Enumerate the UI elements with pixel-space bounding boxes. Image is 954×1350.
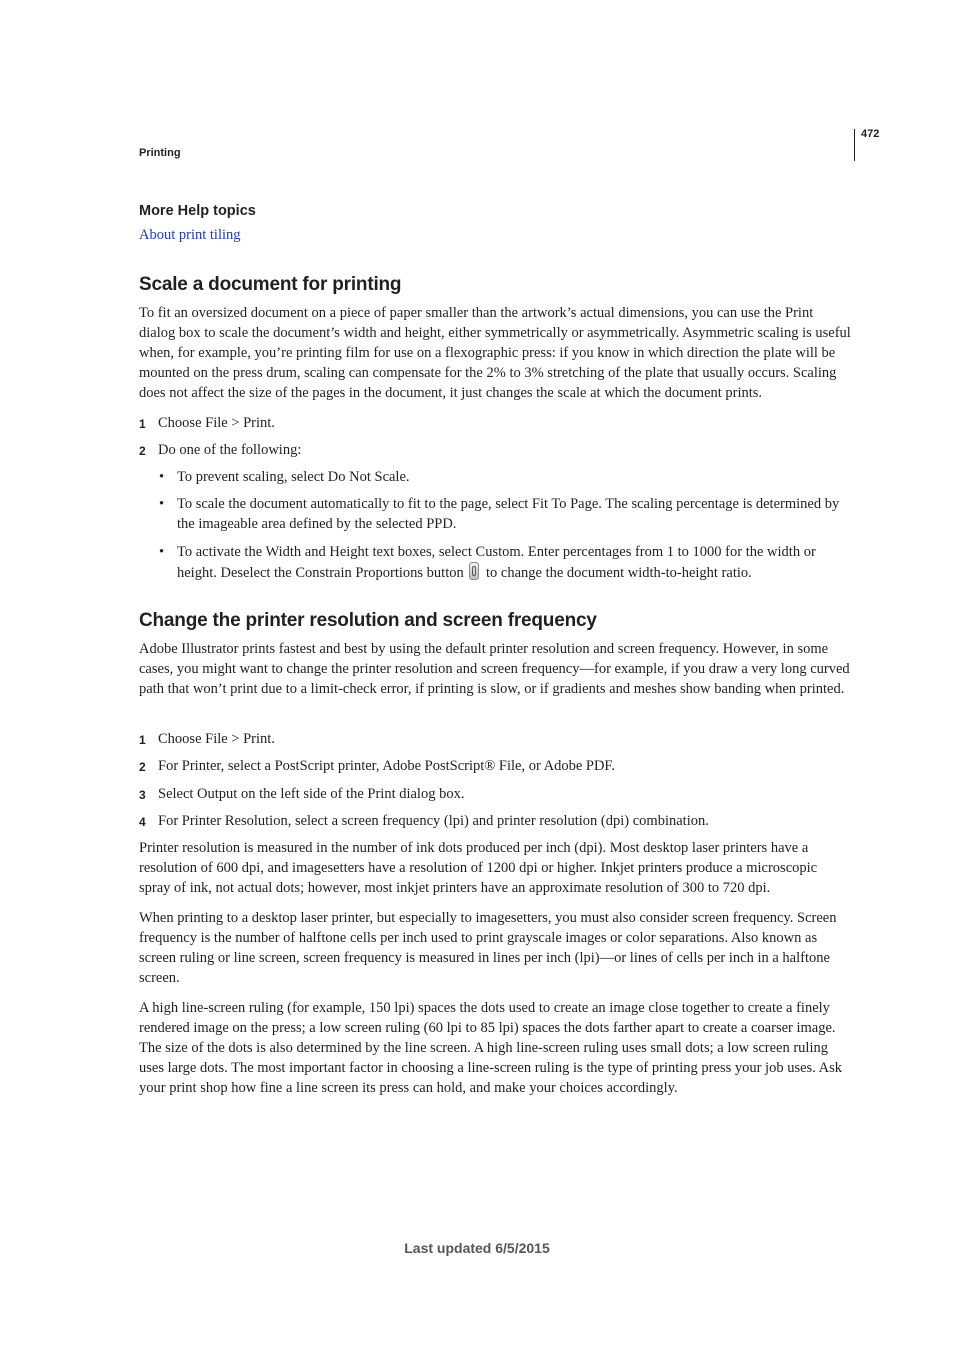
step-text: For Printer, select a PostScript printer, Adobe PostScript® File, or Adobe PDF. bbox=[158, 758, 615, 774]
step-number: 2 bbox=[139, 444, 146, 458]
bullet-text-continued: to change the document width-to-height ratio. bbox=[486, 565, 752, 581]
step-text: Choose File > Print. bbox=[158, 731, 275, 747]
bullet-text: To scale the document automatically to fit to the page, select Fit To Page. The scaling percentage is determined by the imageable area defined by the selected PPD. bbox=[177, 496, 840, 532]
more-help-title: More Help topics bbox=[139, 203, 256, 219]
paragraph-printer-resolution: Printer resolution is measured in the number of ink dots produced per inch (dpi). Most desktop laser printers have a resolution of 600 dpi, and imagesetters have a resolution of 1200 dpi or higher. Inkjet printers produce a microscopic spray of ink, not actual dots; however, most inkjet printers have an approximate resolution of 300 to 720 dpi. bbox=[139, 840, 818, 896]
page-number: 472 bbox=[861, 128, 880, 140]
bullet-text-group bbox=[177, 542, 851, 583]
bullet-text: To prevent scaling, select Do Not Scale. bbox=[177, 469, 410, 485]
step-number: 1 bbox=[139, 417, 146, 431]
section-heading-resolution: Change the printer resolution and screen frequency bbox=[139, 610, 597, 631]
bullet-dot: • bbox=[159, 544, 165, 560]
step-text: Select Output on the left side of the Print dialog box. bbox=[158, 786, 465, 802]
bullet-dot: • bbox=[159, 469, 165, 485]
step-text: For Printer Resolution, select a screen frequency (lpi) and printer resolution (dpi) combination. bbox=[158, 813, 709, 829]
header-divider bbox=[854, 129, 855, 161]
running-head: Printing bbox=[139, 147, 181, 159]
paragraph-screen-frequency: When printing to a desktop laser printer, but especially to imagesetters, you must also consider screen frequency. Screen frequency is the number of halftone cells per inch used to print grayscale images or color separations. Also known as screen ruling or line screen, screen frequency is measured in lines per inch (lpi)—or lines of cells per inch in a halftone screen. bbox=[139, 910, 837, 986]
bullet-dot: • bbox=[159, 496, 165, 512]
chain-link-icon bbox=[469, 562, 479, 580]
paragraph-line-screen: A high line-screen ruling (for example, 150 lpi) spaces the dots used to create an image close together to create a finely rendered image on the press; a low screen ruling (60 lpi to 85 lpi) spaces the dots farther apart to create a coarser image. The size of the dots is also determined by the line screen. A high line-screen ruling uses small dots; a low screen ruling uses large dots. The most important factor in choosing a line-screen ruling is the type of printing press your job uses. Ask your print shop how fine a line screen its press can hold, and make your choices accordingly. bbox=[139, 1000, 842, 1096]
step-text: Choose File > Print. bbox=[158, 415, 275, 431]
section-intro-scale: To fit an oversized document on a piece of paper smaller than the artwork’s actual dimensions, you can use the Print dialog box to scale the document’s width and height, either symmetrically or asymmetrically. Asymmetric scaling is useful when, for example, you’re printing film for use on a flexographic press: if you know in which direction the plate will be mounted on the press drum, scaling can compensate for the 2% to 3% stretching of the plate that usually occurs. Scaling does not affect the size of the pages in the document, it just changes the scale at which the document prints. bbox=[139, 305, 851, 401]
about-print-tiling-link[interactable]: About print tiling bbox=[139, 227, 241, 243]
section-heading-scale: Scale a document for printing bbox=[139, 274, 402, 295]
step-number: 2 bbox=[139, 760, 146, 774]
step-number: 1 bbox=[139, 733, 146, 747]
section-intro-resolution: Adobe Illustrator prints fastest and best by using the default printer resolution and screen frequency. However, in some cases, you might want to change the printer resolution and screen frequency—for example, if you draw a very long curved path that won’t print due to a limit-check error, if printing is slow, or if gradients and meshes show banding when printed. bbox=[139, 641, 850, 697]
step-number: 4 bbox=[139, 815, 146, 829]
footer-last-updated: Last updated 6/5/2015 bbox=[404, 1240, 550, 1256]
step-text: Do one of the following: bbox=[158, 442, 302, 458]
bullet-text: To activate the Width and Height text boxes, select Custom. Enter percentages from 1 to 1000 for the width or height. Deselect the Constrain Proportions button bbox=[177, 544, 816, 581]
step-number: 3 bbox=[139, 788, 146, 802]
